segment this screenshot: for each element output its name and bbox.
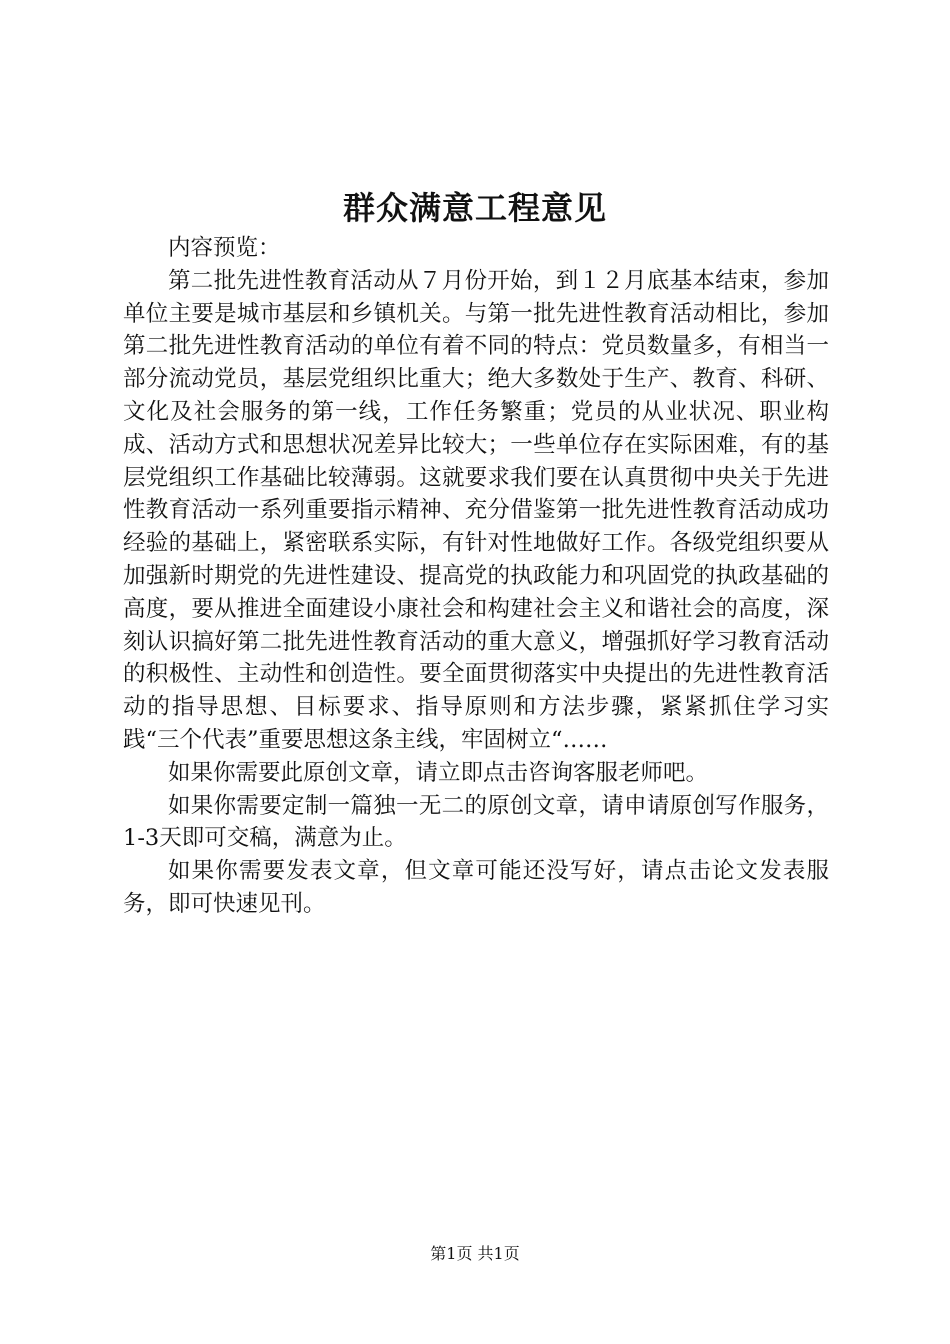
document-title: 群众满意工程意见 [342, 189, 607, 227]
publish-paragraph: 如果你需要发表文章，但文章可能还没写好，请点击论文发表服务，即可快速见刊。 [123, 858, 829, 917]
document-body [123, 232, 829, 921]
preview-label: 内容预览： [168, 235, 281, 261]
custom-writing-paragraph: 如果你需要定制一篇独一无二的原创文章，请申请原创写作服务，1-3天即可交稿，满意为止。 [123, 792, 829, 852]
consult-paragraph: 如果你需要此原创文章，请立即点击咨询客服老师吧。 [168, 759, 709, 786]
page-footer: 第1页 共1页 [430, 1244, 520, 1263]
preview-paragraph: 第二批先进性教育活动从７月份开始，到１２月底基本结束，参加单位主要是城市基层和乡镇机关。与第一批先进性教育活动相比，参加第二批先进性教育活动的单位有着不同的特点：党员数量多，有相当一部分流动党员，基层党组织比重大；绝大多数处于生产、教育、科研、文化及社会服务的第一线，工作任务繁重；党员的从业状况、职业构成、活动方式和思想状况差异比较大；一些单位存在实际困难，有的基层党组织工作基础比较薄弱。这就要求我们要在认真贯彻中央关于先进性教育活动一系列重要指示精神、充分借鉴第一批先进性教育活动成功经验的基础上，紧密联系实际，有针对性地做好工作。各级党组织要从加强新时期党的先进性建设、提高党的执政能力和巩固党的执政基础的高度，要从推进全面建设小康社会和构建社会主义和谐社会的高度，深刻认识搞好第二批先进性教育活动的重大意义，增强抓好学习教育活动的积极性、主动性和创造性。要全面贯彻落实中央提出的先进性教育活动的指导思想、目标要求、指导原则和方法步骤，紧紧抓住学习实践“三个代表”重要思想这条主线，牢固树立“…… [123, 267, 829, 753]
